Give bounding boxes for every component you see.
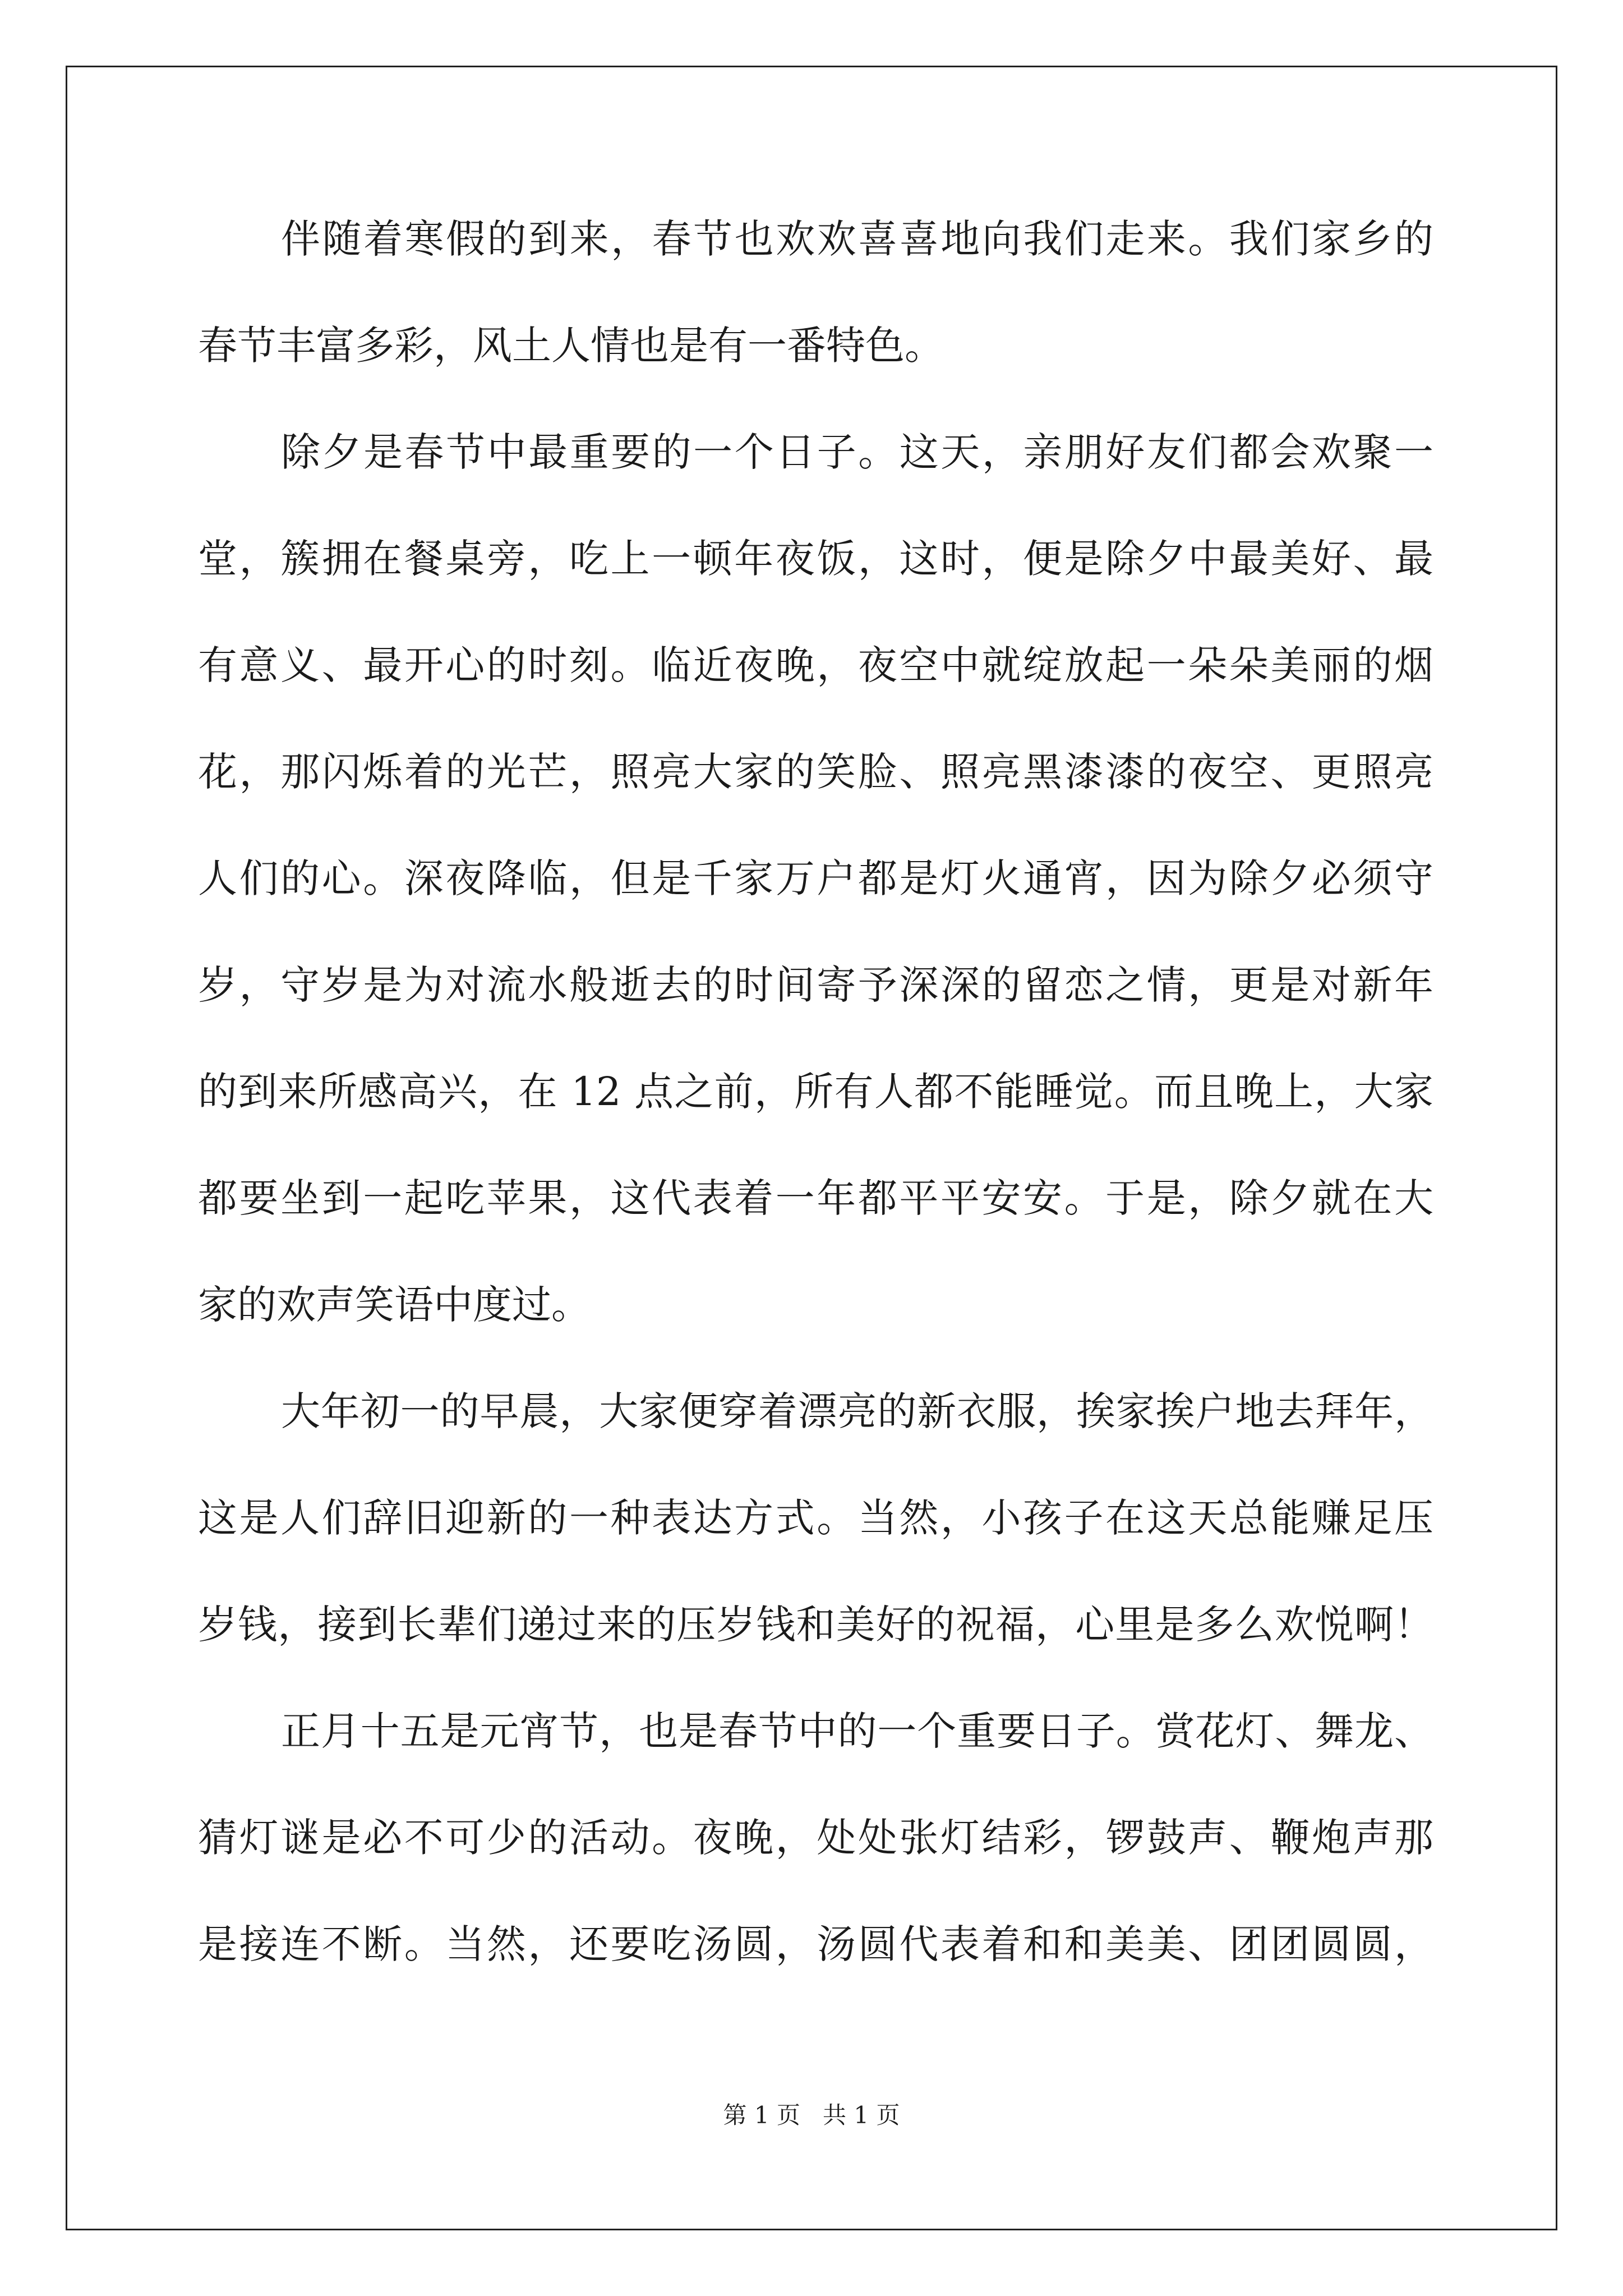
paragraph bbox=[198, 429, 1433, 1328]
document-body bbox=[198, 215, 1433, 2027]
text-line: 家的欢声笑语中度过。 bbox=[198, 1282, 591, 1328]
text-line: 人们的心。深夜降临，但是千家万户都是灯火通宵，因为除夕必须守 bbox=[198, 855, 1433, 901]
text-line: 春节丰富多彩，风土人情也是有一番特色。 bbox=[198, 323, 944, 369]
paragraph bbox=[198, 1388, 1433, 1648]
text-line: 大年初一的早晨，大家便穿着漂亮的新衣服，挨家挨户地去拜年， bbox=[281, 1388, 1433, 1434]
paragraph bbox=[198, 215, 1433, 369]
page-footer: 第 1 页 共 1 页 bbox=[723, 2101, 900, 2129]
text-line: 有意义、最开心的时刻。临近夜晚，夜空中就绽放起一朵朵美丽的烟 bbox=[198, 642, 1433, 688]
text-line: 是接连不断。当然，还要吃汤圆，汤圆代表着和和美美、团团圆圆， bbox=[198, 1921, 1433, 1967]
text-line: 都要坐到一起吃苹果，这代表着一年都平平安安。于是，除夕就在大 bbox=[198, 1175, 1433, 1221]
text-line: 除夕是春节中最重要的一个日子。这天，亲朋好友们都会欢聚一 bbox=[281, 429, 1433, 475]
text-line: 岁钱，接到长辈们递过来的压岁钱和美好的祝福，心里是多么欢悦啊！ bbox=[198, 1602, 1433, 1648]
text-line: 的到来所感高兴，在 12 点之前，所有人都不能睡觉。而且晚上，大家 bbox=[198, 1069, 1433, 1115]
text-line: 岁，守岁是为对流水般逝去的时间寄予深深的留恋之情，更是对新年 bbox=[198, 962, 1433, 1008]
text-line: 花，那闪烁着的光芒，照亮大家的笑脸、照亮黑漆漆的夜空、更照亮 bbox=[198, 749, 1433, 795]
paragraph bbox=[198, 1708, 1433, 1968]
text-line: 猜灯谜是必不可少的活动。夜晚，处处张灯结彩，锣鼓声、鞭炮声那 bbox=[198, 1815, 1433, 1861]
text-line: 正月十五是元宵节，也是春节中的一个重要日子。赏花灯、舞龙、 bbox=[281, 1708, 1433, 1754]
text-line: 这是人们辞旧迎新的一种表达方式。当然，小孩子在这天总能赚足压 bbox=[198, 1495, 1433, 1541]
text-line: 伴随着寒假的到来，春节也欢欢喜喜地向我们走来。我们家乡的 bbox=[281, 216, 1433, 262]
text-line: 堂，簇拥在餐桌旁，吃上一顿年夜饭，这时，便是除夕中最美好、最 bbox=[198, 536, 1433, 582]
